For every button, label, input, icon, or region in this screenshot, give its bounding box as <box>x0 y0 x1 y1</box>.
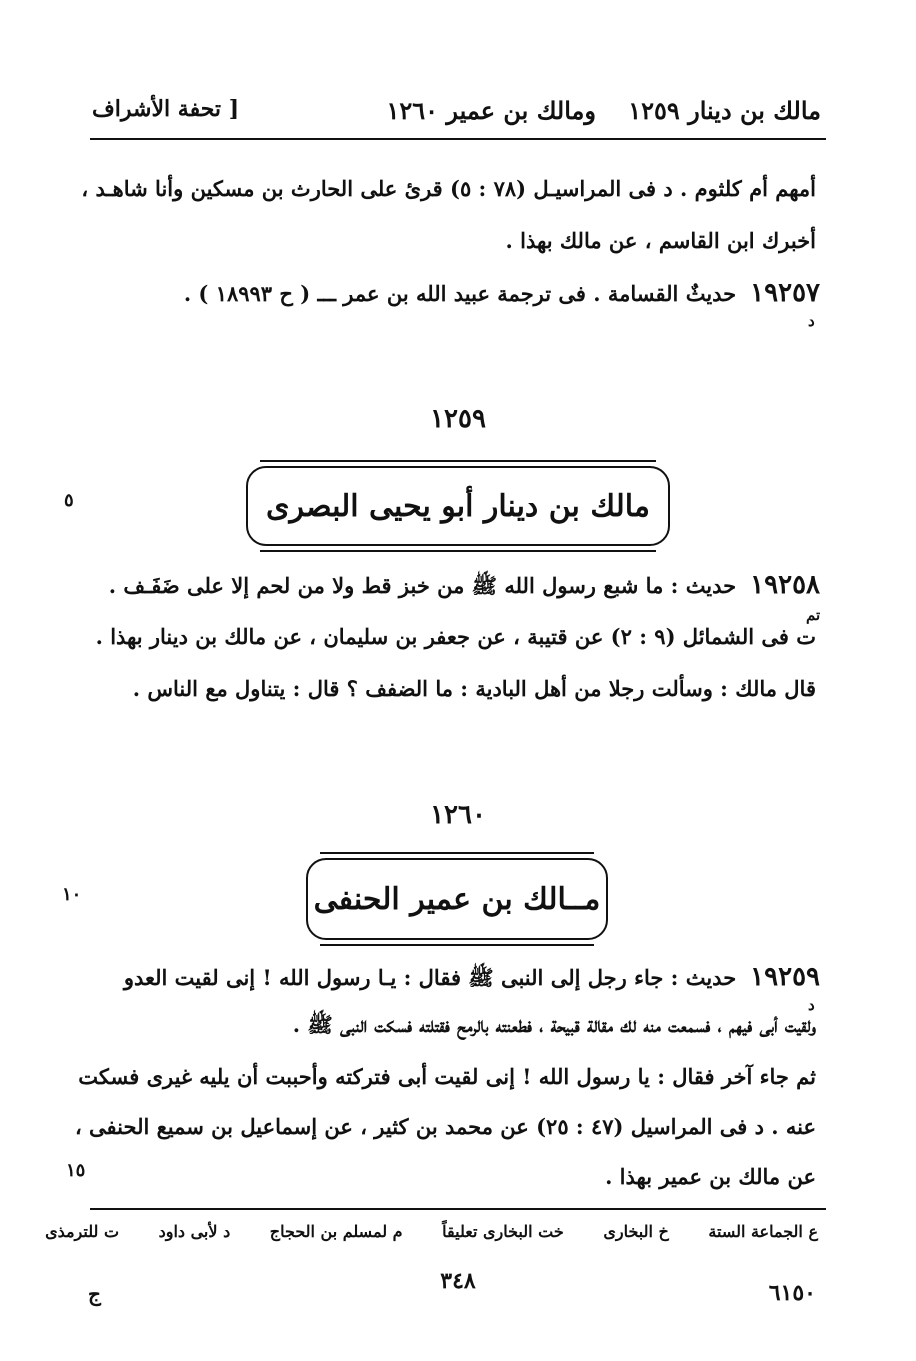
margin-line-number: ١٠ <box>62 884 82 905</box>
hadith-text: حديث : ما شبع رسول الله ﷺ من خبز قط ولا من لحم إلا على ضَفَـف . <box>108 573 737 598</box>
hadith-19259-line-3: ثم جاء آخر فقال : يا رسول الله ! إنى لقيت أبى فتركته وأحببت أن يليه غيرى فسكت <box>78 1064 816 1089</box>
top-line-2: أخبرك ابن القاسم ، عن مالك بهذا . <box>505 228 816 253</box>
entry-title-text: مالك بن دينار أبو يحيى البصرى <box>266 488 650 524</box>
margin-line-number: ٥ <box>64 490 74 511</box>
margin-line-number: ١٥ <box>66 1160 86 1181</box>
hadith-number: ١٩٢٥٧ <box>750 278 820 308</box>
entry-number-1260: ١٢٦٠ <box>430 800 486 830</box>
entry-title-1260 <box>306 858 608 940</box>
hadith-text: حديث : جاء رجل إلى النبى ﷺ فقال : يـا رسول الله ! إنى لقيت العدو <box>123 965 737 990</box>
hadith-19259-line-2: ولقيت أبى فيهم ، فسمعت منه لك مقالة قبيحة ، فطعنته بالرمح فقتلته فسكت النبى ﷺ . <box>292 1012 816 1037</box>
legend-item: خ البخارى <box>603 1222 669 1241</box>
header-rule <box>90 138 826 140</box>
header-left-title: [ تحفة الأشراف <box>92 96 240 122</box>
legend-item: خت البخارى تعليقاً <box>442 1222 564 1241</box>
hadith-19258-line-3: قال مالك : وسألت رجلا من أهل البادية : ما الضفف ؟ قال : يتناول مع الناس . <box>132 676 816 701</box>
hadith-mark: د <box>808 996 815 1014</box>
top-line-1: أمهم أم كلثوم . د فى المراسيـل (٧٨ : ٥) قرئ على الحارث بن مسكين وأنا شاهـد ، <box>81 176 816 201</box>
page-number: ٣٤٨ <box>440 1268 476 1294</box>
hadith-mark: تم <box>806 606 821 624</box>
legend-item: م لمسلم بن الحجاج <box>269 1222 403 1241</box>
legend-item: ت للترمذى <box>45 1222 120 1241</box>
entry-title-text: مــالك بن عمير الحنفى <box>313 881 601 917</box>
footer-right-number: ٦١٥٠ <box>768 1280 816 1306</box>
abbreviation-legend <box>11 1222 818 1241</box>
hadith-mark: د <box>808 312 815 330</box>
hadith-19259-line-1 <box>124 962 820 996</box>
legend-item: د لأبى داود <box>158 1222 231 1241</box>
hadith-19259-line-5: عن مالك بن عمير بهذا . <box>605 1164 816 1189</box>
entry-title-1259 <box>246 466 670 546</box>
footer-left-mark: ج <box>88 1282 101 1306</box>
header-middle-title: ومالك بن عمير ١٢٦٠ <box>386 96 596 125</box>
legend-item: ع الجماعة الستة <box>708 1222 818 1241</box>
footer-rule <box>90 1208 826 1210</box>
hadith-text: حديثٌ القسامة . فى ترجمة عبيد الله بن عمر ـــ ( ح ١٨٩٩٣ ) . <box>183 281 737 306</box>
entry-number-1259: ١٢٥٩ <box>430 404 486 434</box>
hadith-19258-line-1 <box>109 570 820 604</box>
hadith-19258-line-2: ت فى الشمائل (٩ : ٢) عن قتيبة ، عن جعفر بن سليمان ، عن مالك بن دينار بهذا . <box>95 624 816 649</box>
header-right-title: مالك بن دينار ١٢٥٩ <box>628 96 821 125</box>
hadith-number: ١٩٢٥٨ <box>750 570 820 600</box>
hadith-19259-line-4: عنه . د فى المراسيل (٤٧ : ٢٥) عن محمد بن كثير ، عن إسماعيل بن سميع الحنفى ، <box>74 1114 816 1139</box>
hadith-19257 <box>184 278 820 308</box>
hadith-number: ١٩٢٥٩ <box>750 962 820 992</box>
